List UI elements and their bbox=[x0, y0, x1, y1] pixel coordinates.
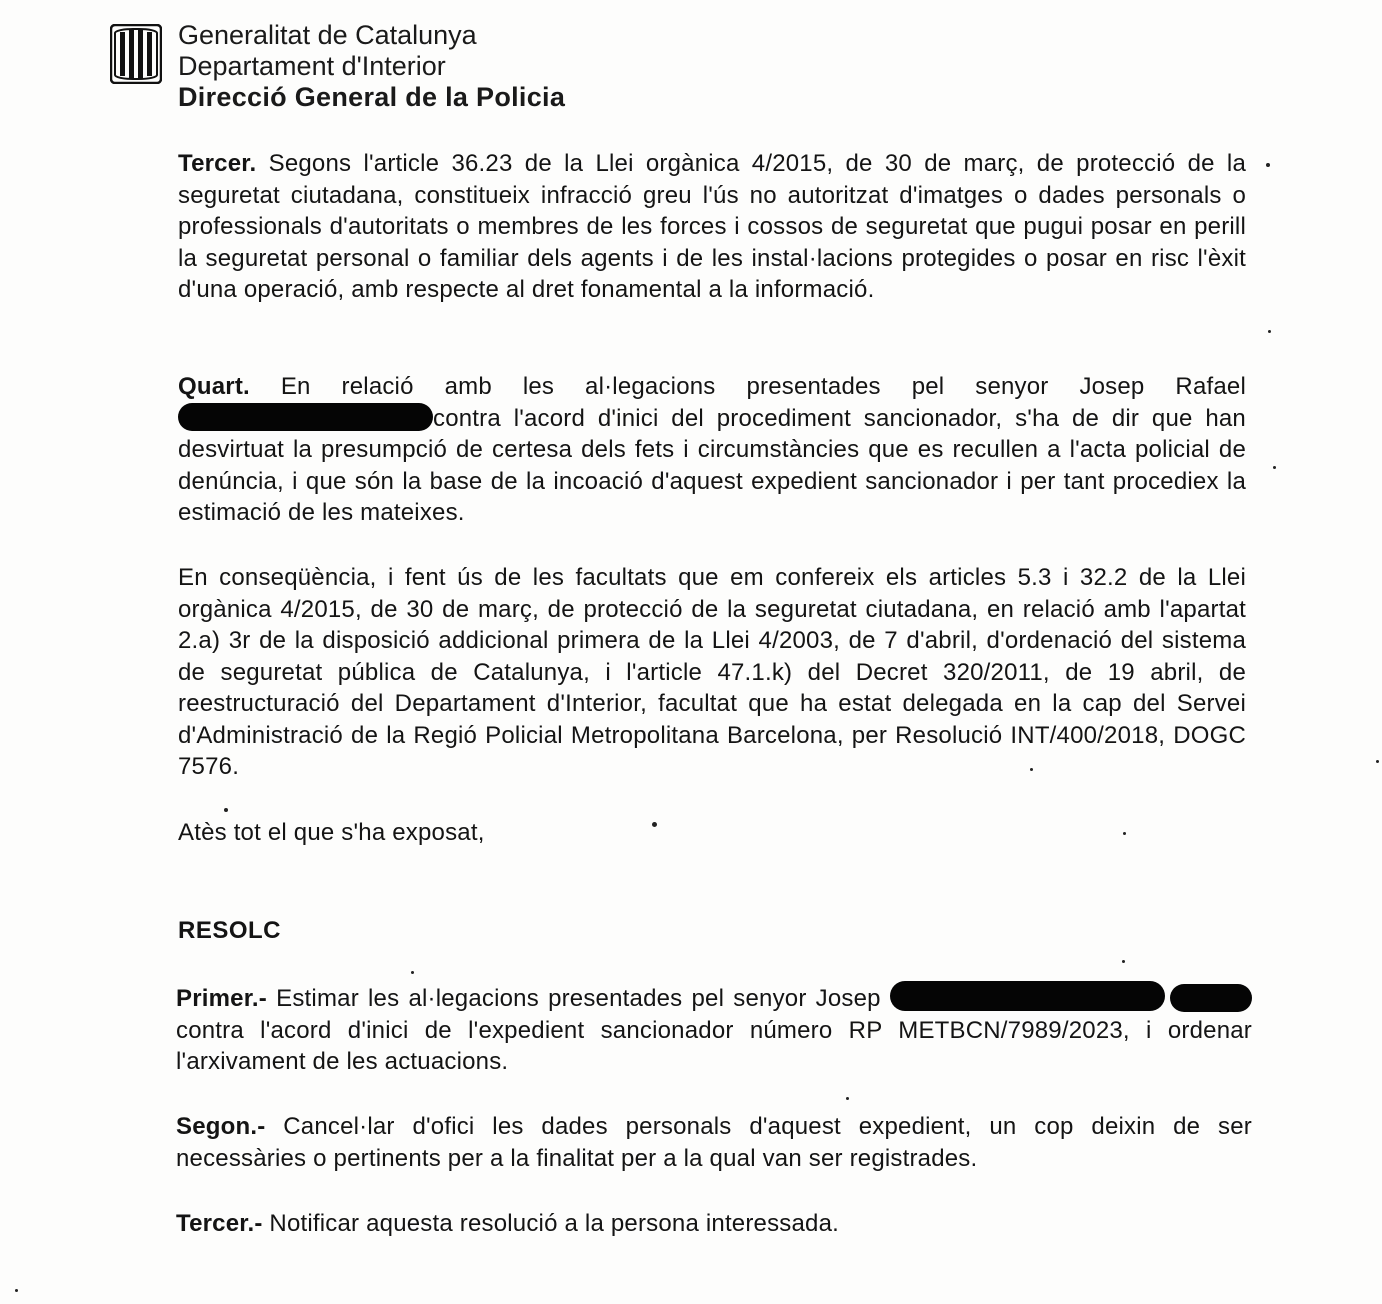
paragraph-tercer bbox=[178, 148, 1246, 306]
redaction-mark bbox=[178, 403, 433, 431]
paragraph-quart bbox=[178, 371, 1246, 529]
paragraph-ates bbox=[178, 817, 1246, 849]
paragraph-lead: Tercer.- bbox=[176, 1210, 263, 1237]
paragraph-lead: Segon.- bbox=[176, 1113, 266, 1140]
scan-speck bbox=[1376, 760, 1379, 763]
scan-speck bbox=[15, 1289, 18, 1292]
resolution-heading: RESOLC bbox=[178, 917, 282, 944]
paragraph-text: En relació amb les al·legacions presentades pel senyor Josep Rafael bbox=[280, 373, 1247, 400]
paragraph-segon bbox=[176, 1111, 1252, 1174]
redaction-mark bbox=[1170, 984, 1252, 1012]
paragraph-primer bbox=[176, 983, 1252, 1078]
paragraph-text: Segons l'article 36.23 de la Llei orgànica 4/2015, de 30 de març, de protecció de la seguretat ciutadana, constitueix infracció greu l'ús no autoritzat d'imatges o dades personals o professionals d'autoritats o membres de les forces i cossos de seguretat que pugui posar en perill la seguretat personal o familiar dels agents i de les instal·lacions protegides o posar en risc l'èxit d'una operació, amb respecte al dret fonamental a la informació. bbox=[178, 150, 1247, 303]
paragraph-text: Notificar aquesta resolució a la persona interessada. bbox=[269, 1210, 840, 1237]
scan-speck bbox=[846, 1097, 849, 1100]
scan-speck bbox=[1273, 466, 1276, 469]
letterhead bbox=[178, 20, 565, 113]
scan-speck bbox=[1268, 330, 1271, 333]
scan-speck bbox=[652, 822, 657, 827]
paragraph-text: Estimar les al·legacions presentades pel senyor Josep bbox=[276, 985, 881, 1012]
paragraph-text: En conseqüència, i fent ús de les facultats que em confereix els articles 5.3 i 32.2 de la Llei orgànica 4/2015, de 30 de març, de protecció de la seguretat ciutadana, en relació amb l'apartat 2.a) 3r de la disposició addicional primera de la Llei 4/2003, de 7 d'abril, d'ordenació del sistema de seguretat pública de Catalunya, i l'article 47.1.k) del Decret 320/2011, de 19 abril, de reestructuració del Departament d'Interior, facultat que ha estat delegada en la cap del Servei d'Administració de la Regió Policial Metropolitana Barcelona, per Resolució INT/400/2018, DOGC 7576. bbox=[178, 564, 1246, 780]
directorate-name: Direcció General de la Policia bbox=[178, 82, 566, 112]
generalitat-logo-icon bbox=[110, 24, 162, 84]
paragraph-lead: Tercer. bbox=[178, 150, 257, 177]
paragraph-lead: Primer.- bbox=[176, 985, 267, 1012]
scan-speck bbox=[411, 971, 414, 974]
department-name: Departament d'Interior bbox=[178, 51, 446, 81]
scan-speck bbox=[1122, 960, 1125, 963]
redaction-mark bbox=[890, 981, 1165, 1011]
scan-speck bbox=[224, 808, 228, 812]
paragraph-tercer-final bbox=[176, 1208, 1244, 1240]
scan-speck bbox=[1030, 768, 1033, 771]
scan-speck bbox=[1266, 163, 1270, 167]
paragraph-consequencia bbox=[178, 562, 1246, 783]
paragraph-text: Atès tot el que s'ha exposat, bbox=[178, 819, 485, 846]
institution-name: Generalitat de Catalunya bbox=[178, 20, 477, 50]
paragraph-text: contra l'acord d'inici de l'expedient sancionador número RP METBCN/7989/2023, i ordenar l'arxivament de les actuacions. bbox=[176, 1016, 1252, 1076]
paragraph-text: contra l'acord d'inici del procediment sancionador, s'ha de dir que han desvirtuat la presumpció de certesa dels fets i circumstàncies que es recullen a l'acta policial de denúncia, i que són la base de la incoació d'aquest expedient sancionador i per tant procediex la estimació de les mateixes. bbox=[178, 404, 1246, 526]
paragraph-lead: Quart. bbox=[178, 373, 250, 400]
scan-speck bbox=[1123, 832, 1126, 835]
paragraph-text: Cancel·lar d'ofici les dades personals d'aquest expedient, un cop deixin de ser necessàries o pertinents per a la finalitat per a la qual van ser registrades. bbox=[176, 1113, 1252, 1172]
